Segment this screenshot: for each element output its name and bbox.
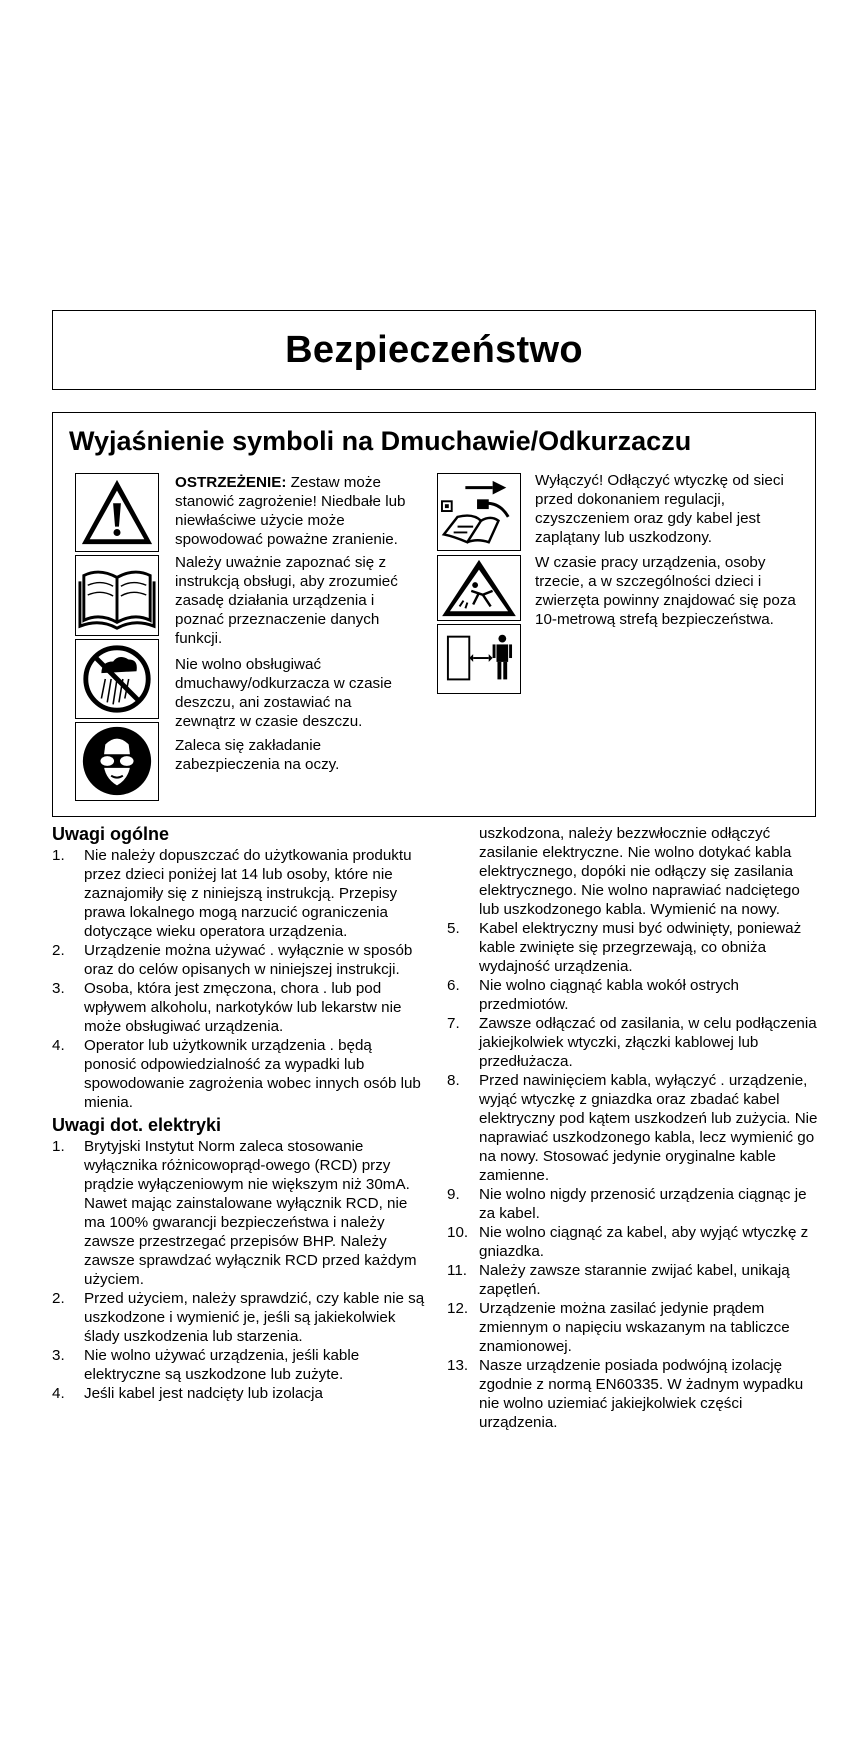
list-item: 11. Należy zawsze starannie zwijać kabel, unikają zapętleń. [447,1262,790,1298]
page-title-box [52,310,816,390]
list-item: 2. Urządzenie można używać . wyłącznie w sposób oraz do celów opisanych w niniejszej instrukcji. [52,942,413,978]
symbols-heading: Wyjaśnienie symboli na Dmuchawie/Odkurzaczu [69,426,692,456]
list-item-continuation: uszkodzona, należy bezzwłocznie odłączyć zasilanie elektryczne. Nie wolno dotykać kabla elektrycznego, dopóki nie odłączy się zasilania elektrycznego. Nie wolno naprawiać nadciętego lub uszkodzonego kabla. Wymienić na nowy. [479,825,800,918]
list-item: 1. Nie należy dopuszczać do użytkowania produktu przez dzieci poniżej lat 14 lub osoby, które nie zaznajomiły się z niniejszą instrukcją. Przepisy prawa lokalnego mogą narzucić ograniczenia dotyczące wieku operatora urządzenia. [52,847,412,940]
warning-text: OSTRZEŻENIE: Zestaw może stanowić zagrożenie! Niedbałe lub niewłaściwe użycie może spowodować poważne zranienie. [175,474,406,548]
list-item: 8. Przed nawinięciem kabla, wyłączyć . urządzenie, wyjąć wtyczkę z gniazdka oraz zbadać kabel elektryczny pod kątem uszkodzeń lub zużycia. Nie naprawiać uszkodzonego kabla, lecz wymienić go na nowy. Stosować jedynie oryginalne kable zamienne. [447,1072,818,1184]
list-item: 4. Operator lub użytkownik urządzenia . będą ponosić odpowiedzialność za wypadki lub spowodowanie zagrożenia wobec innych osób lub mienia. [52,1037,421,1111]
eye-text: Zaleca się zakładanie zabezpieczenia na oczy. [175,737,340,773]
list-item: 5. Kabel elektryczny musi być odwinięty, ponieważ kable zwinięte się przegrzewają, co obniża wydajność urządzenia. [447,920,802,975]
list-item: 3. Nie wolno używać urządzenia, jeśli kable elektryczne są uszkodzone lub zużyte. [52,1347,360,1383]
list-item: 10. Nie wolno ciągnąć za kabel, aby wyjąć wtyczkę z gniazdka. [447,1224,809,1260]
page-title: Bezpieczeństwo [285,328,583,371]
electrical-notes-list [52,1137,427,1403]
general-notes-heading: Uwagi ogólne [52,824,169,844]
no-rain-icon [75,639,159,719]
electrical-notes-list-continued [447,919,819,1432]
list-item: 13. Nasze urządzenie posiada podwójną izolację zgodnie z normą EN60335. W żadnym wypadku nie wolno uziemiać jakiejkolwiek części urządzenia. [447,1357,804,1431]
list-item: 6. Nie wolno ciągnąć kabla wokół ostrych przedmiotów. [447,977,740,1013]
rain-text: Nie wolno obsługiwać dmuchawy/odkurzacza w czasie deszczu, ani zostawiać na zewnątrz w czasie deszczu. [175,656,392,730]
list-item: 12. Urządzenie można zasilać jedynie prądem zmiennym o napięciu wskazanym na tabliczce znamionowej. [447,1300,790,1355]
debris-hazard-icon [437,555,521,621]
eye-protection-icon [75,722,159,801]
general-notes-list [52,846,427,1112]
unplug-text: Wyłączyć! Odłączyć wtyczkę od sieci przed dokonaniem regulacji, czyszczeniem oraz gdy kabel jest zaplątany lub uszkodzony. [535,472,784,546]
read-manual-icon [75,555,159,636]
list-item: 1. Brytyjski Instytut Norm zaleca stosowanie wyłącznika różnicowoprąd-owego (RCD) przy prądzie wyłączeniowym nie większym niż 30mA. Nawet mając zainstalowane wyłącznik RCD, nie ma 100% gwarancji bezpieczeństwa i należy zawsze przestrzegać przepisów BHP. Należy zawsze sprawdzać wyłącznik RCD przed każdym użyciem. [52,1138,417,1288]
electrical-notes-heading: Uwagi dot. elektryki [52,1115,222,1135]
list-item: 9. Nie wolno nigdy przenosić urządzenia ciągnąc je za kabel. [447,1186,807,1222]
list-item: 4. Jeśli kabel jest nadcięty lub izolacja [52,1385,323,1402]
unplug-icon [437,473,521,551]
symbols-section [52,412,816,817]
warning-triangle-icon [75,473,159,552]
right-column [447,824,819,1432]
manual-text: Należy uważnie zapoznać się z instrukcją obsługi, aby zrozumieć zasadę działania urządzenia i poznać przeznaczenie danych funkcji. [175,554,398,647]
list-item: 2. Przed użyciem, należy sprawdzić, czy kable nie są uszkodzone i wymienić je, jeśli są jakiekolwiek ślady uszkodzenia lub starzenia. [52,1290,425,1345]
list-item: 3. Osoba, która jest zmęczona, chora . lub pod wpływem alkoholu, narkotyków lub lekarstw nie może obsługiwać urządzenia. [52,980,402,1035]
safety-distance-icon [437,624,521,694]
distance-text: W czasie pracy urządzenia, osoby trzecie, a w szczególności dzieci i zwierzęta powinny znajdować się poza 10-metrową strefą bezpieczeństwa. [535,554,796,628]
left-column [52,822,427,1403]
list-item: 7. Zawsze odłączać od zasilania, w celu podłączenia jakiejkolwiek wtyczki, złączki kablowej lub przedłużacza. [447,1015,817,1070]
